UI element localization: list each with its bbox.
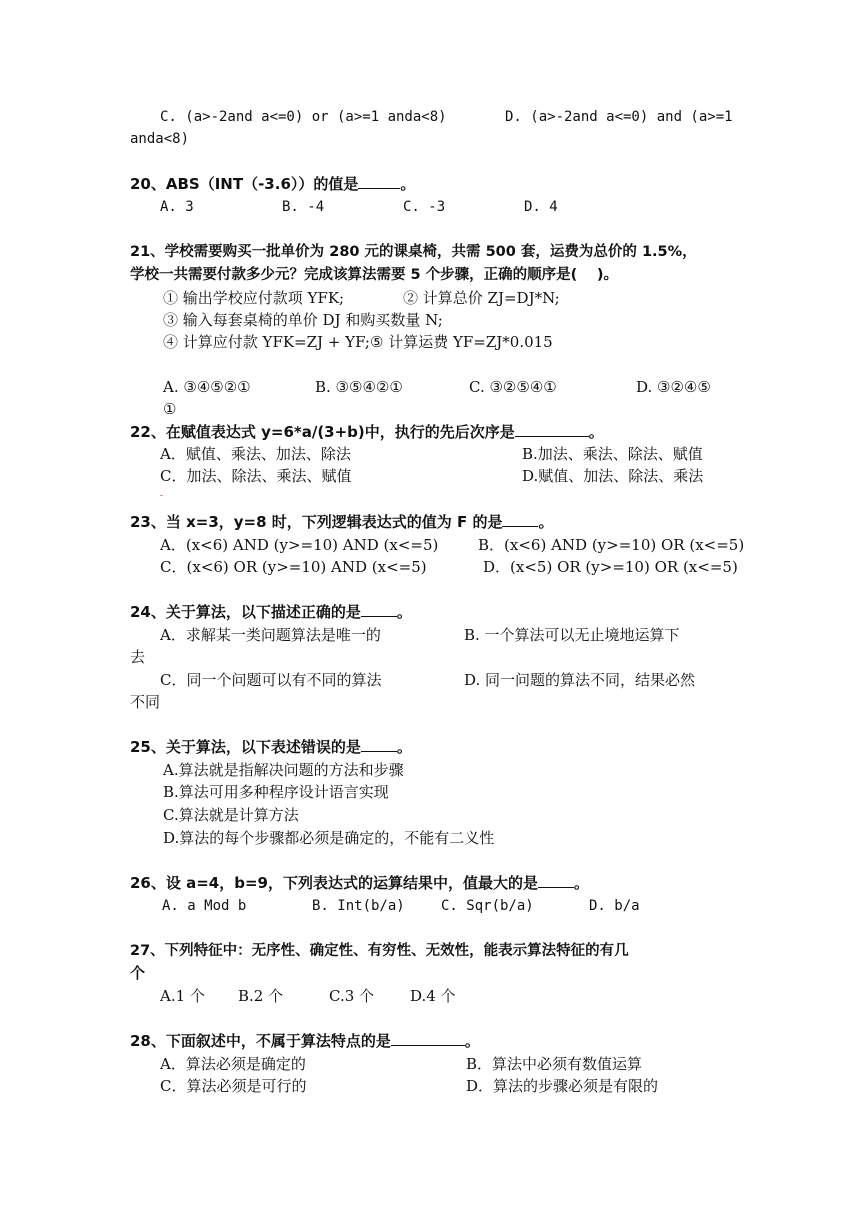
q22-option-a: A．赋值、乘法、加法、除法 bbox=[160, 445, 351, 463]
q20-stem bbox=[130, 173, 415, 195]
q25-stem-end: 。 bbox=[396, 738, 412, 756]
q26-stem-end: 。 bbox=[573, 874, 589, 892]
q24-option-d-wrap: 不同 bbox=[130, 693, 161, 711]
answer-blank bbox=[515, 422, 589, 437]
q21-stem-line2: 学校一共需要付款多少元？完成该算法需要 5 个步骤，正确的顺序是( )。 bbox=[130, 267, 618, 283]
q28-option-c: C．算法必须是可行的 bbox=[160, 1077, 307, 1095]
q20-stem-end: 。 bbox=[400, 175, 416, 193]
q25-option-a: A.算法就是指解决问题的方法和步骤 bbox=[163, 761, 404, 779]
q21-option-d: D. ③②④⑤ bbox=[636, 378, 711, 396]
q22-option-d: D.赋值、加法、除法、乘法 bbox=[522, 467, 704, 485]
q26-stem-text: 26、设 a=4，b=9，下列表达式的运算结果中，值最大的是 bbox=[130, 874, 538, 892]
answer-blank bbox=[391, 1031, 465, 1046]
q20-option-a: A. 3 bbox=[160, 199, 194, 215]
q21-step-1: ① 输出学校应付款项 YFK; bbox=[163, 289, 345, 307]
q24-option-d: D. 同一问题的算法不同，结果必然 bbox=[464, 671, 696, 689]
q25-option-c: C.算法就是计算方法 bbox=[163, 806, 299, 824]
q26-option-a: A. a Mod b bbox=[162, 898, 247, 914]
q21-step-4-5: ④ 计算应付款 YFK=ZJ + YF;⑤ 计算运费 YF=ZJ*0.015 bbox=[163, 333, 553, 351]
q24-option-b-wrap: 去 bbox=[130, 648, 146, 666]
q23-option-d: D．(x<5) OR (y>=10) OR (x<=5) bbox=[483, 558, 738, 576]
q22-stem bbox=[130, 421, 604, 443]
q20-option-c: C. -3 bbox=[403, 199, 446, 215]
q25-option-b: B.算法可用多种程序设计语言实现 bbox=[163, 783, 389, 801]
q21-option-c: C. ③②⑤④① bbox=[469, 378, 557, 396]
q27-stem-line2: 个 bbox=[130, 964, 146, 982]
q21-step-3: ③ 输入每套桌椅的单价 DJ 和购买数量 N; bbox=[163, 311, 443, 329]
q21-option-d-wrap: ① bbox=[163, 400, 177, 418]
q25-option-d: D.算法的每个步骤都必须是确定的，不能有二义性 bbox=[163, 829, 495, 847]
q23-stem bbox=[130, 511, 554, 533]
q24-stem-end: 。 bbox=[396, 603, 412, 621]
answer-blank bbox=[361, 602, 397, 617]
q27-option-a: A.1 个 bbox=[160, 987, 205, 1005]
q20-option-b: B. -4 bbox=[282, 199, 325, 215]
q24-stem bbox=[130, 601, 412, 623]
q23-option-c: C．(x<6) OR (y>=10) AND (x<=5) bbox=[160, 558, 427, 576]
q28-stem-end: 。 bbox=[464, 1032, 480, 1050]
q24-option-a: A．求解某一类问题算法是唯一的 bbox=[160, 626, 381, 644]
q27-option-b: B.2 个 bbox=[238, 987, 284, 1005]
q26-option-d: D. b/a bbox=[589, 898, 640, 914]
q21-option-b: B. ③⑤④②① bbox=[315, 378, 403, 396]
q21-stem-line1: 21、学校需要购买一批单价为 280 元的课桌椅，共需 500 套，运费为总价的 1.5%， bbox=[130, 244, 697, 260]
q21-option-a: A. ③④⑤②① bbox=[163, 378, 251, 396]
q26-stem bbox=[130, 872, 589, 894]
q22-stem-end: 。 bbox=[588, 423, 604, 441]
q23-option-a: A．(x<6) AND (y>=10) AND (x<=5) bbox=[160, 536, 439, 554]
q27-stem-line1: 27、下列特征中：无序性、确定性、有穷性、无效性，能表示算法特征的有几 bbox=[130, 943, 629, 959]
q28-stem bbox=[130, 1030, 480, 1052]
q24-option-c: C．同一个问题可以有不同的算法 bbox=[160, 671, 382, 689]
q22-stem-text: 22、在赋值表达式 y=6*a/(3+b)中，执行的先后次序是 bbox=[130, 423, 515, 441]
q28-option-b: B．算法中必须有数值运算 bbox=[466, 1055, 643, 1073]
answer-blank bbox=[358, 174, 400, 189]
q23-stem-text: 23、当 x=3，y=8 时，下列逻辑表达式的值为 F 的是 bbox=[130, 513, 503, 531]
answer-blank bbox=[502, 512, 538, 527]
q20-stem-text: 20、ABS（INT（-3.6））的值是 bbox=[130, 175, 359, 193]
q20-option-d: D. 4 bbox=[524, 199, 558, 215]
q26-option-b: B. Int(b/a) bbox=[312, 898, 405, 914]
q28-stem-text: 28、下面叙述中，不属于算法特点的是 bbox=[130, 1032, 391, 1050]
q24-stem-text: 24、关于算法，以下描述正确的是 bbox=[130, 603, 361, 621]
q23-option-b: B．(x<6) AND (y>=10) OR (x<=5) bbox=[478, 536, 745, 554]
stray-mark bbox=[160, 495, 163, 496]
q23-stem-end: 。 bbox=[538, 513, 554, 531]
q26-option-c: C. Sqr(b/a) bbox=[441, 898, 534, 914]
q22-option-c: C．加法、除法、乘法、赋值 bbox=[160, 467, 352, 485]
q28-option-a: A．算法必须是确定的 bbox=[160, 1055, 306, 1073]
q21-step-2: ② 计算总价 ZJ=DJ*N; bbox=[403, 289, 560, 307]
q28-option-d: D．算法的步骤必须是有限的 bbox=[466, 1077, 659, 1095]
q27-option-d: D.4 个 bbox=[410, 987, 456, 1005]
q27-option-c: C.3 个 bbox=[329, 987, 375, 1005]
q25-stem bbox=[130, 736, 412, 758]
answer-blank bbox=[538, 873, 574, 888]
q22-option-b: B.加法、乘法、除法、赋值 bbox=[522, 445, 703, 463]
q19-option-d: D. (a>-2and a<=0) and (a>=1 bbox=[505, 109, 733, 125]
answer-blank bbox=[361, 737, 397, 752]
q25-stem-text: 25、关于算法，以下表述错误的是 bbox=[130, 738, 361, 756]
q19-option-d-wrap: anda<8) bbox=[130, 131, 190, 147]
q24-option-b: B. 一个算法可以无止境地运算下 bbox=[464, 626, 680, 644]
q19-option-c: C. (a>-2and a<=0) or (a>=1 anda<8) bbox=[160, 109, 447, 125]
